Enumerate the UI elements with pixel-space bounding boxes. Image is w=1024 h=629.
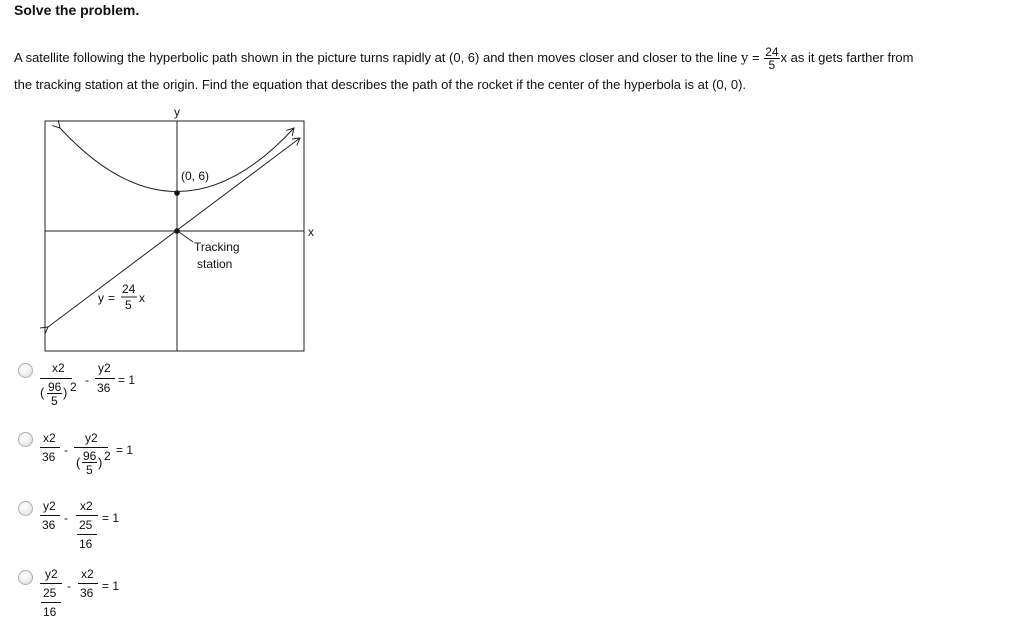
option-d-t2-num: x2 bbox=[81, 567, 94, 581]
option-d-t1-den-num: 25 bbox=[43, 586, 57, 600]
option-a-rhs: = 1 bbox=[118, 373, 136, 387]
option-a-t1-bar bbox=[40, 378, 72, 379]
option-d-t1-bar bbox=[40, 583, 62, 584]
option-b-equation[interactable] bbox=[40, 430, 150, 486]
y-axis-label: y bbox=[174, 105, 180, 119]
option-d-t1-den-den: 16 bbox=[43, 605, 57, 619]
option-d-t1-num: y2 bbox=[45, 567, 58, 581]
option-a-t2-den: 36 bbox=[97, 381, 111, 395]
asymptote-y-var: y bbox=[98, 291, 104, 305]
asymptote-equals: = bbox=[108, 291, 116, 305]
vertex-label: (0, 6) bbox=[181, 169, 210, 183]
option-c-t1-den: 36 bbox=[42, 518, 56, 532]
line-equals: = bbox=[751, 49, 760, 65]
statement-text: A satellite following the hyperbolic path shown in the picture turns rapidly at (0, 6) and then moves closer and closer to the line bbox=[14, 49, 738, 65]
option-b-t1-den: 36 bbox=[42, 450, 56, 464]
option-c-t2-den-num: 25 bbox=[79, 518, 93, 532]
option-c-t2-bar bbox=[76, 515, 98, 516]
option-c-t2-num: x2 bbox=[80, 499, 93, 513]
vertex-point bbox=[174, 190, 180, 196]
option-a-t2-num: y2 bbox=[98, 361, 111, 375]
option-b-t2-num: y2 bbox=[85, 431, 98, 445]
option-c-radio[interactable] bbox=[18, 501, 33, 516]
x-axis-label: x bbox=[308, 225, 314, 239]
option-d-minus: - bbox=[67, 579, 71, 593]
option-b-t2-exp: 2 bbox=[104, 449, 111, 463]
option-b-t2-close: ) bbox=[98, 455, 103, 470]
option-a-t1-close: ) bbox=[63, 385, 68, 400]
origin-point bbox=[174, 228, 180, 234]
option-d-rhs: = 1 bbox=[102, 579, 120, 593]
option-c-equation[interactable] bbox=[40, 498, 150, 558]
option-a-t1-exp: 2 bbox=[70, 380, 77, 394]
option-b-rhs: = 1 bbox=[116, 443, 134, 457]
problem-statement-line2: the tracking station at the origin. Find the equation that describes the path of the rocket if the center of the hyperbola is at (0, 0). bbox=[14, 77, 747, 92]
option-b-minus: - bbox=[64, 443, 68, 457]
asymptote-numerator: 24 bbox=[122, 282, 136, 296]
statement-text-after: as it gets farther from bbox=[790, 49, 914, 65]
asymptote-x-var: x bbox=[139, 291, 145, 305]
option-b-t2-open: ( bbox=[76, 455, 81, 470]
hyperbola-figure bbox=[0, 0, 340, 360]
slope-var: x bbox=[780, 49, 788, 65]
option-a-t1-num: x2 bbox=[52, 361, 65, 375]
station-label-line2: station bbox=[197, 257, 233, 271]
option-d-t1-inner-bar bbox=[41, 602, 61, 603]
slope-numerator: 24 bbox=[765, 45, 779, 59]
option-b-t1-bar bbox=[40, 447, 60, 448]
option-c-minus: - bbox=[64, 511, 68, 525]
problem-heading: Solve the problem. bbox=[14, 2, 140, 18]
option-d-t2-den: 36 bbox=[80, 586, 94, 600]
option-d-radio[interactable] bbox=[18, 570, 33, 585]
option-b-t2-den-num: 96 bbox=[83, 449, 97, 463]
option-b-t2-den-den: 5 bbox=[86, 463, 93, 477]
station-pointer bbox=[179, 232, 193, 242]
option-a-minus: - bbox=[85, 373, 89, 387]
option-a-t1-den-den: 5 bbox=[51, 394, 58, 408]
option-c-t1-num: y2 bbox=[43, 499, 56, 513]
option-b-radio[interactable] bbox=[18, 432, 33, 447]
option-d-equation[interactable] bbox=[40, 566, 150, 626]
option-d-t2-bar bbox=[78, 583, 98, 584]
asymptote-denominator: 5 bbox=[125, 298, 132, 312]
slope-denominator: 5 bbox=[768, 58, 776, 72]
option-c-t2-den-den: 16 bbox=[79, 537, 93, 551]
asymptote-line bbox=[48, 138, 300, 327]
station-label-line1: Tracking bbox=[194, 240, 240, 254]
option-a-equation[interactable] bbox=[40, 360, 150, 416]
option-c-t1-bar bbox=[40, 515, 60, 516]
option-b-t2-bar bbox=[74, 447, 108, 448]
option-a-t1-open: ( bbox=[40, 385, 45, 400]
option-c-t2-inner-bar bbox=[77, 534, 97, 535]
option-a-t2-bar bbox=[95, 378, 115, 379]
option-a-t1-den-num: 96 bbox=[48, 380, 62, 394]
option-c-rhs: = 1 bbox=[102, 511, 120, 525]
option-a-radio[interactable] bbox=[18, 363, 33, 378]
slope-fraction bbox=[764, 46, 779, 71]
line-y-var: y bbox=[740, 50, 749, 66]
option-b-t1-num: x2 bbox=[43, 431, 56, 445]
